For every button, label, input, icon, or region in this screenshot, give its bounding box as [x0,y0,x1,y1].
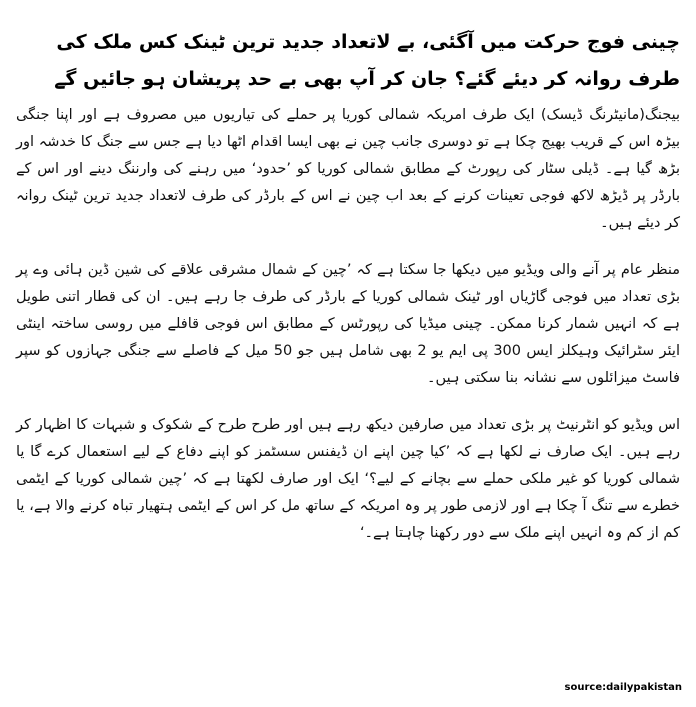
article-paragraph-3: اس ویڈیو کو انٹرنیٹ پر بڑی تعداد میں صارفین دیکھ رہے ہیں اور طرح طرح کے شکوک و شبہات کا اظہار کر رہے ہیں۔ ایک صارف نے لکھا ہے کہ ’کیا چین اپنے ان ڈیفنس سسٹمز کو اپنے دفاع کے لیے استعمال کرے گا یا شمالی کوریا کو غیر ملکی حملے سے بچانے کے لیے؟‘ ایک اور صارف لکھتا ہے کہ ’چین شمالی کوریا کے ایٹمی خطرے سے تنگ آ چکا ہے اور لازمی طور پر وہ امریکہ کے ساتھ مل کر اس کے ایٹمی ہتھیار تباہ کرنے والا ہے، یا کم از کم وہ انہیں اپنے ملک سے دور رکھنا چاہتا ہے۔‘ [16,417,680,541]
article-paragraph-2: منظر عام پر آنے والی ویڈیو میں دیکھا جا سکتا ہے کہ ’چین کے شمال مشرقی علاقے کی شین ڈین ہائی وے پر بڑی تعداد میں فوجی گاڑیاں اور ٹینک شمالی کوریا کے بارڈر کی طرف جا رہے ہیں۔ ان کی قطار اتنی طویل ہے کہ انہیں شمار کرنا ممکن۔ چینی میڈیا کی رپورٹس کے مطابق اس فوجی قافلے میں روسی ساختہ اینٹی ایئر سٹرائیک وہیکلز ایس 300 پی ایم یو 2 بھی شامل ہیں جو 50 میل کے فاصلے سے جنگی جہازوں کو سپر فاسٹ میزائلوں سے نشانہ بنا سکتی ہیں۔ [16,262,680,386]
article-paragraph-1: بیجنگ(مانیٹرنگ ڈیسک) ایک طرف امریکہ شمالی کوریا پر حملے کی تیاریوں میں مصروف ہے اور اپنا جنگی بیڑہ اس کے قریب بھیج چکا ہے تو دوسری جانب چین نے بھی ایسا اقدام اٹھا دیا ہے جس سے جنگ کا خدشہ اور بڑھ گیا ہے۔ ڈیلی سٹار کی رپورٹ کے مطابق شمالی کوریا کو ’حدود‘ میں رہنے کی وارننگ دینے اور اس کے بارڈر پر ڈیڑھ لاکھ فوجی تعینات کرنے کے بعد اب چین نے اس کے بارڈر کی طرف لاتعداد جدید ترین ٹینک روانہ کر دیئے ہیں۔ [16,107,680,231]
source-credit: source:dailypakistan [564,682,682,693]
article-headline: چینی فوج حرکت میں آگئی، بے لاتعداد جدید ترین ٹینک کس ملک کی طرف روانہ کر دیئے گئے؟ جان کر آپ بھی بے حد پریشان ہو جائیں گے [54,31,680,90]
